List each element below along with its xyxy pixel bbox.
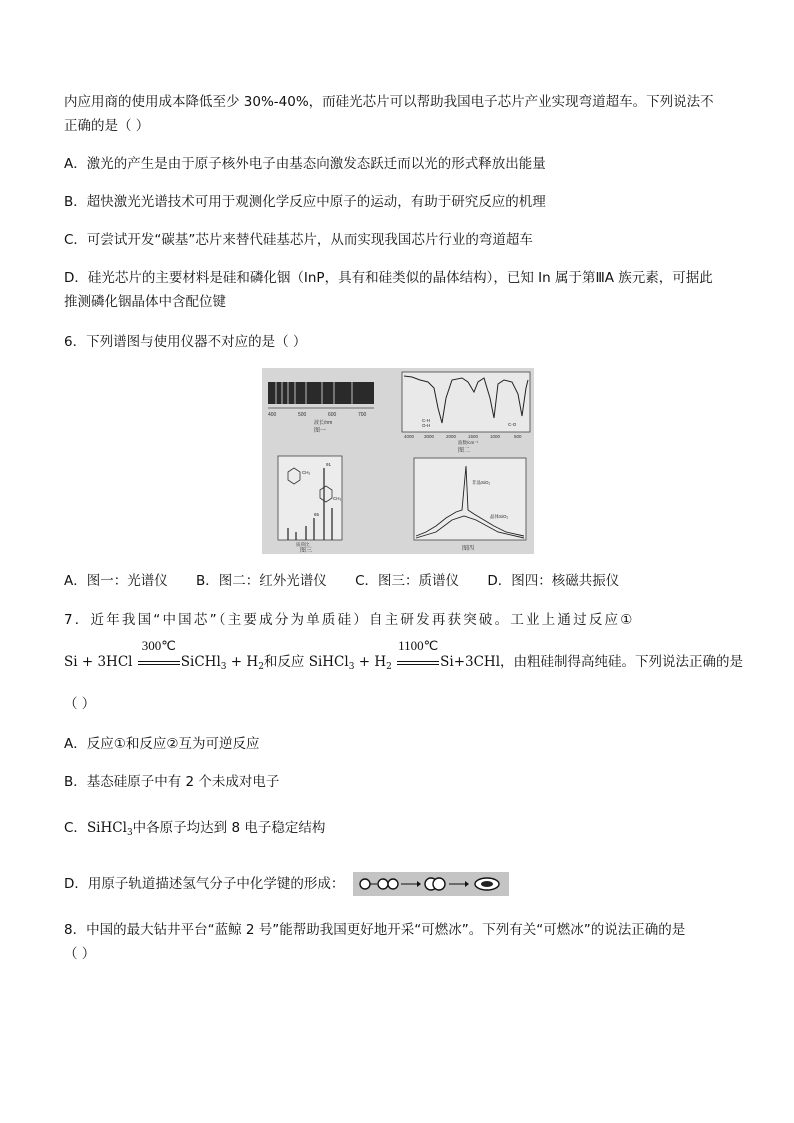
reaction-condition-2 [397, 638, 439, 672]
q7-option-a: A．反应①和反应②互为可逆反应 [64, 736, 260, 752]
eq-product-1b: + H [226, 654, 259, 670]
q8-stem-line-1: 8．中国的最大钻井平台“蓝鲸 2 号”能帮助我国更好地开采“可燃冰”。下列有关“可燃冰”的说法正确的是 [64, 922, 686, 938]
q5-option-c: C．可尝试开发“碳基”芯片来替代硅基芯片，从而实现我国芯片行业的弯道超车 [64, 232, 533, 248]
eq-product-1b-sub: 2 [258, 662, 264, 672]
h2-orbital-overlap-diagram [353, 872, 509, 896]
p2-label-oh: O-H [422, 423, 431, 428]
intro-line-2: 正确的是（ ） [64, 118, 150, 134]
p1-tick-4: 700 [358, 412, 367, 418]
q7-stem: 7．近年我国“中国芯”（主要成分为单质硅）自主研发再获突破。工业上通过反应① [64, 612, 635, 628]
q7-option-c-text: 中各原子均达到 8 电子稳定结构 [132, 820, 326, 836]
p3-axis-label: 质荷比 [296, 542, 310, 547]
p1-tick-3: 600 [328, 412, 337, 418]
p3-label-4: 65 [314, 512, 320, 517]
p1-axis-label: 波长/nm [314, 420, 333, 426]
q5-option-d-line-1: D．硅光芯片的主要材料是硅和磷化铟（InP，具有和硅类似的晶体结构），已知 In 属于第ⅢA 族元素，可据此 [64, 270, 713, 286]
p2-tick-1: 4000 [404, 434, 415, 439]
p2-caption: 图二 [458, 447, 471, 454]
q6-option-c: C．图三：质谱仪 [355, 573, 460, 589]
p4-caption: 图四 [462, 545, 475, 552]
q8-stem-line-2: （ ） [64, 946, 96, 962]
q5-option-a: A．激光的产生是由于原子核外电子由基态向激发态跃迁而以光的形式释放出能量 [64, 156, 546, 172]
p4-label-amorphous: 非晶SiO₂ [472, 480, 491, 485]
eq-reactants-2: 和反应 SiHCl [263, 654, 349, 670]
q6-option-d: D．图四：核磁共振仪 [487, 573, 620, 589]
eq-reactants-2b: + H [354, 654, 387, 670]
p1-caption: 图一 [314, 427, 327, 434]
q6-spectra-figure [262, 368, 534, 554]
q7-option-c [64, 818, 732, 843]
p3-label-3: 91 [326, 462, 332, 467]
eq-reactants-2-sub: 3 [348, 662, 355, 672]
q7-option-c-letter: C． [64, 820, 87, 836]
q6-options [64, 571, 732, 591]
reaction-condition-1 [138, 638, 180, 672]
p1-tick-1: 400 [268, 412, 277, 418]
intro-line-1: 内应用商的使用成本降低至少 30%-40%，而硅光芯片可以帮助我国电子芯片产业实现弯道超车。下列说法不 [64, 94, 714, 110]
p2-tick-3: 2000 [446, 434, 457, 439]
q5-option-b: B．超快激光光谱技术可用于观测化学反应中原子的运动，有助于研究反应的机理 [64, 194, 546, 210]
p3-label-1: CH₃ [302, 470, 311, 475]
q6-option-a: A．图一：光谱仪 [64, 573, 168, 589]
p2-tick-5: 1000 [490, 434, 501, 439]
eq-reactants-1: Si + 3HCl [64, 654, 133, 670]
p3-caption: 图三 [300, 547, 313, 554]
q7-option-b: B．基态硅原子中有 2 个未成对电子 [64, 774, 280, 790]
p2-label-co: C-O [508, 422, 517, 427]
p4-label-crystal: 晶体SiO₂ [490, 514, 509, 519]
sihcl3-formula: SiHCl [86, 820, 127, 836]
p2-tick-2: 3000 [424, 434, 435, 439]
p2-label-ch: C-H [422, 418, 430, 423]
eq-product-1a: SiCHl [180, 654, 221, 670]
p2-tick-4: 1500 [468, 434, 479, 439]
q7-equation-line [64, 638, 744, 677]
eq-product-2: Si+3CHl，由粗硅制得高纯硅。下列说法正确的是 [440, 654, 744, 670]
q5-option-d-line-2: 推测磷化铟晶体中含配位键 [64, 294, 226, 310]
eq-product-1a-sub: 3 [220, 662, 227, 672]
p2-tick-6: 500 [514, 434, 522, 439]
q6-option-b: B．图二：红外光谱仪 [196, 573, 327, 589]
q6-stem: 6．下列谱图与使用仪器不对应的是（ ） [64, 334, 307, 350]
eq-reactants-2b-sub: 2 [386, 662, 392, 672]
condition-1100c: 1100℃ [398, 638, 439, 653]
condition-300c: 300℃ [141, 638, 176, 653]
p1-tick-2: 500 [298, 412, 307, 418]
sihcl3-subscript: 3 [126, 828, 133, 838]
q7-option-d [64, 872, 732, 896]
q7-answer-paren: （ ） [64, 696, 96, 712]
p3-label-2: CH₃ [333, 496, 342, 501]
q7-option-d-text: D．用原子轨道描述氢气分子中化学键的形成： [64, 876, 345, 892]
p2-axis-label: 波数/cm⁻¹ [458, 440, 479, 445]
